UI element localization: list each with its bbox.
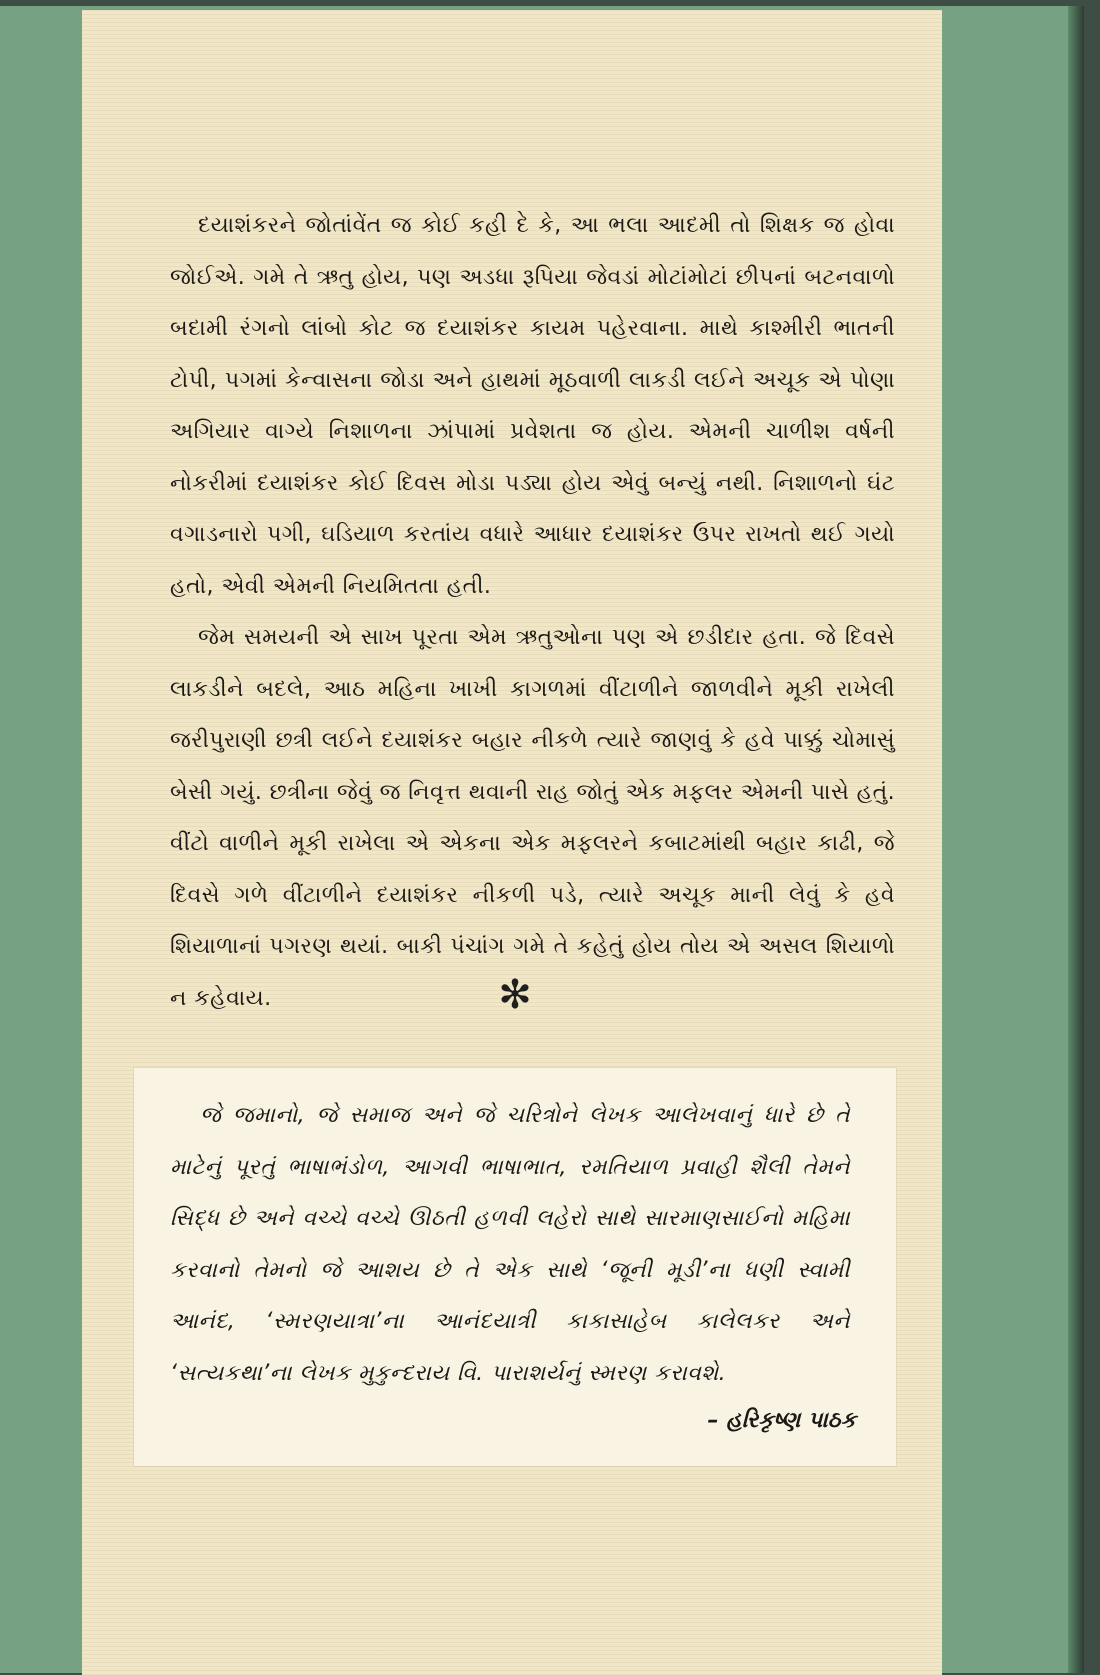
review-author: – હરિકૃષ્ણ પાઠક xyxy=(707,1408,856,1433)
review-box xyxy=(134,1068,896,1466)
separator-asterisk: ✻ xyxy=(498,972,532,1018)
spine-edge xyxy=(1068,6,1084,1673)
review-text: જે જમાનો, જે સમાજ અને જે ચરિત્રોને લેખક આલેખવાનું ધારે છે તે માટેનું પૂરતું ભાષાભંડોળ, આગવી ભાષાભાત, રમતિયાળ પ્રવાહી શૈલી તેમને સિદ્ધ છે અને વચ્ચે વચ્ચે ઊઠતી હળવી લહેરો સાથે સારમાણસાઈનો મહિમા કરવાનો તેમનો જે આશય છે તે એક સાથે ‘જૂની મૂડી’ના ધણી સ્વામી આનંદ, ‘સ્મરણયાત્રા’ના આનંદયાત્રી કાકાસાહેબ કાલેલકર અને ‘સત્યકથા’ના લેખક મુકુન્દરાય વિ. પારાશર્યનું સ્મરણ કરાવશે. xyxy=(170,1103,850,1386)
story-paragraph-1: દયાશંકરને જોતાંવેંત જ કોઈ કહી દે કે, આ ભલા આદમી તો શિક્ષક જ હોવા જોઈએ. ગમે તે ઋતુ હોય, પણ અડધા રૂપિયા જેવડાં મોટાંમોટાં છીપનાં બટનવાળો બદામી રંગનો લાંબો કોટ જ દયાશંકર કાયમ પહેરવાના. માથે કાશ્મીરી ભાતની ટોપી, પગમાં કેન્વાસના જોડા અને હાથમાં મૂઠવાળી લાકડી લઈને અચૂક એ પોણા અગિયાર વાગ્યે નિશાળના ઝાંપામાં પ્રવેશતા જ હોય. એમની ચાળીશ વર્ષની નોકરીમાં દયાશંકર કોઈ દિવસ મોડા પડ્યા હોય એવું બન્યું નથી. નિશાળનો ઘંટ વગાડનારો પગી, ઘડિયાળ કરતાંય વધારે આધાર દયાશંકર ઉપર રાખતો થઈ ગયો હતો, એવી એમની નિયમિતતા હતી. xyxy=(170,213,895,599)
story-paragraph-2: જેમ સમયની એ સાખ પૂરતા એમ ઋતુઓના પણ એ છડીદાર હતા. જે દિવસે લાકડીને બદલે, આઠ મહિના ખાખી કાગળમાં વીંટાળીને જાળવીને મૂકી રાખેલી જરીપુરાણી છત્રી લઈને દયાશંકર બહાર નીકળે ત્યારે જાણવું કે હવે પાક્કું ચોમાસું બેસી ગયું. છત્રીના જેવું જ નિવૃત્ત થવાની રાહ જોતું એક મફલર એમની પાસે હતું. વીંટો વાળીને મૂકી રાખેલા એ એકના એક મફલરને કબાટમાંથી બહાર કાઢી, જે દિવસે ગળે વીંટાળીને દયાશંકર નીકળી પડે, ત્યારે અચૂક માની લેવું કે હવે શિયાળાનાં પગરણ થયાં. બાકી પંચાંગ ગમે તે કહેતું હોય તોય એ અસલ શિયાળો ન કહેવાય. xyxy=(170,625,895,1011)
story-excerpt xyxy=(170,200,895,1024)
